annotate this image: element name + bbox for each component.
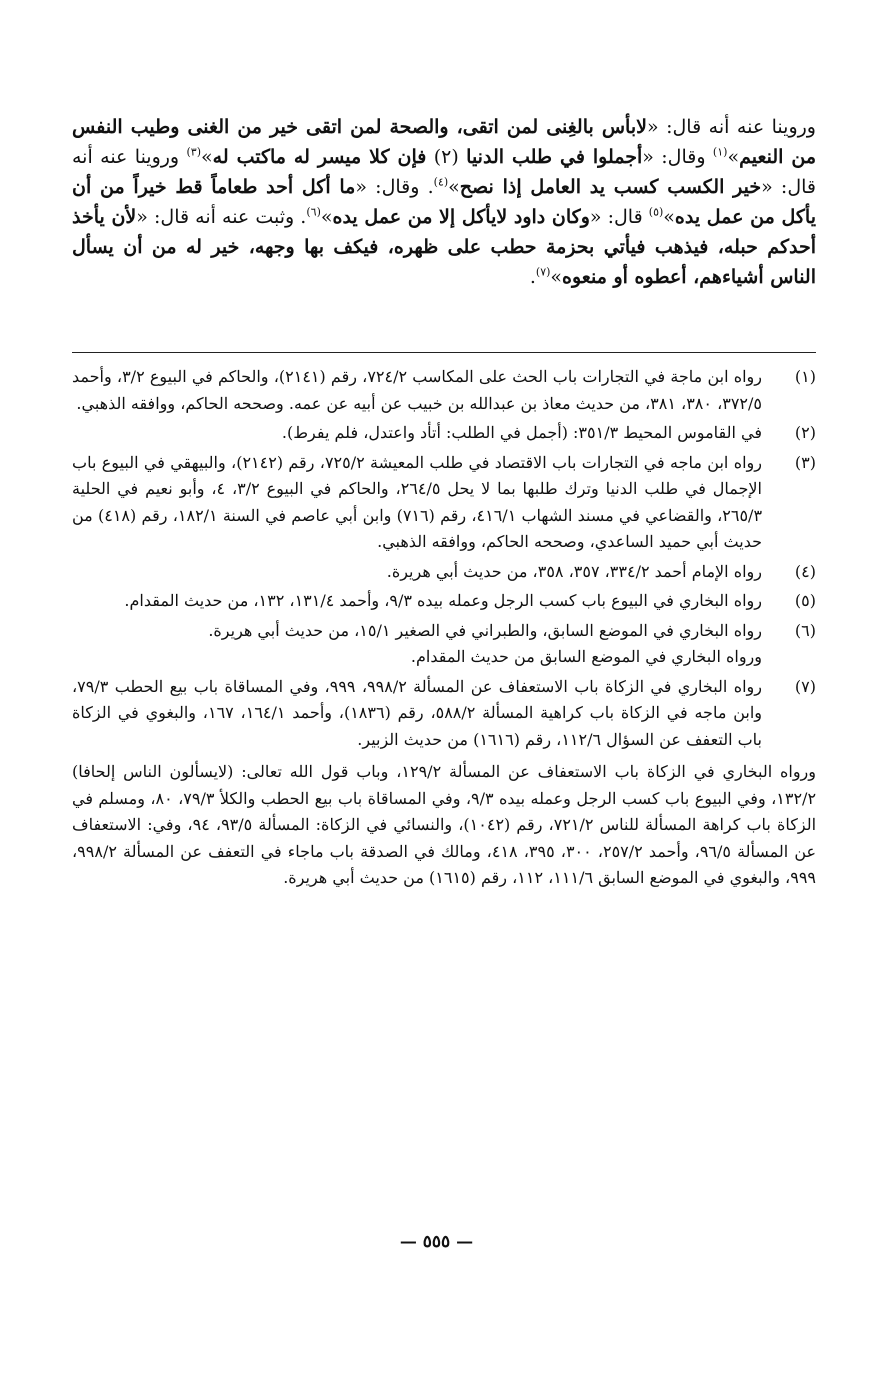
footnote-item (72, 618, 816, 671)
footnote-body (72, 588, 762, 615)
narration-text: قال: « (589, 206, 649, 228)
footnote-body (72, 364, 762, 417)
footnote-number: (٤) (794, 561, 816, 581)
hadith-quote: ما أكل أحد طعاماً قط خيراً من أن يأكل من عمل يده (72, 176, 816, 228)
footnote-item (72, 450, 816, 556)
footnote-number: (٧) (794, 676, 816, 696)
narration-text: وقال: « (642, 146, 713, 168)
footnote-ref: (٣) (186, 145, 202, 159)
footnote-body (72, 450, 762, 556)
footnote-number: (٥) (794, 591, 816, 610)
narration-text: » (201, 146, 213, 168)
narration-text: . وثبت عنه أنه قال: « (136, 206, 307, 228)
narration-text: » (727, 146, 740, 168)
footnote-item (72, 364, 816, 417)
footnote-extra: ورواه البخاري في الزكاة باب الاستعفاف عن المسألة ١٢٩/٢، وباب قول الله تعالى: (لايسألون الناس إلحافا) ١٣٢/٢، وفي البيوع باب كسب الرجل وعمله بيده ٩/٣، وفي المساقاة باب بيع الحطب والكلأ ٧٩/٣، ٨٠، ومسلم في الزكاة باب كراهة المسألة للناس ٧٢١/٢، رقم (١٠٤٢)، والنسائي في الزكاة: المسألة ٩٣/٥، ٩٤، وفي: الاستعفاف عن المسألة ٩٦/٥، وأحمد ٢٥٧/٢، ٣٠٠، ٣٩٥، ٤١٨، ومالك في الصدقة باب ماجاء في التعفف عن المسألة ٩٩٨/٢، ٩٩٩، والبغوي في الموضع السابق ١١١/٦، ١١٢، رقم (١٦١٥) من حديث أبي هريرة. (72, 762, 817, 887)
main-paragraph (72, 112, 816, 292)
footnote-number: (١) (794, 367, 816, 386)
footnote-item (72, 674, 816, 754)
footnote-text: ورواه البخاري في الموضع السابق من حديث المقدام. (410, 647, 762, 666)
narration-text: وروينا عنه أنه قال: « (646, 116, 816, 138)
footnote-ref: (٧) (535, 265, 551, 279)
narration-text: (٢) (426, 146, 467, 168)
footnote-text: رواه البخاري في البيوع باب كسب الرجل وعمله بيده ٩/٣، وأحمد ١٣١/٤، ١٣٢، من حديث المقدام. (124, 591, 762, 610)
footnotes (72, 364, 816, 892)
footnote-text: رواه ابن ماجه في التجارات باب الاقتصاد في طلب المعيشة ٧٢٥/٢، رقم (٢١٤٢)، والبيهقي في البيوع باب الإجمال في طلب الدنيا وترك طلبها بما لا يحل ٢٦٤/٥، والحاكم في البيوع ٣/٢، ٤، وأبو نعيم في الحلية ٢٦٥/٣، والقضاعي في مسند الشهاب ٤١٦/١، رقم (٧١٦) وابن أبي عاصم في السنة ١٨٢/١، رقم (٤١٨) من حديث أبي حميد الساعدي، وصححه الحاكم، ووافقه الذهبي. (72, 452, 763, 551)
page-number: — ٥٥٥ — (399, 1232, 474, 1252)
footnote-item (72, 559, 816, 586)
hadith-quote: لابأس بالغِنى لمن اتقى، والصحة لمن اتقى خير من الغنى وطيب النفس من النعيم (72, 116, 817, 168)
footnote-text: رواه الإمام أحمد ٣٣٤/٢، ٣٥٧، ٣٥٨، من حديث أبي هريرة. (386, 561, 762, 581)
hadith-quote: فإن كلا ميسر له ماكتب له (212, 146, 427, 168)
footnote-body (72, 420, 762, 447)
footnote-item (72, 420, 816, 447)
main-text (72, 112, 816, 292)
narration-text: » (663, 206, 675, 228)
footnote-ref: (٦) (306, 205, 321, 219)
footnote-item (72, 588, 816, 615)
footnote-text: رواه ابن ماجة في التجارات باب الحث على المكاسب ٧٢٤/٢، رقم (٢١٤١)، والحاكم في البيوع ٣/٢، وأحمد ٣٧٢/٥، ٣٨٠، ٣٨١، من حديث معاذ بن عبدالله بن خبيب عن أبيه عن عمه. وصححه الحاكم، ووافقه الذهبي. (72, 367, 762, 413)
footnote-text: في القاموس المحيط ٣٥١/٣: (أجمل في الطلب: أتأد واعتدل، فلم يفرط). (281, 423, 762, 442)
footnote-body (72, 618, 762, 671)
footnote-text: رواه البخاري في الموضع السابق، والطبراني في الصغير ١٥/١، من حديث أبي هريرة. (208, 620, 762, 640)
footnote-number: (٣) (794, 452, 816, 472)
narration-text: » (550, 266, 563, 288)
hadith-quote: أجملوا في طلب الدنيا (466, 146, 643, 168)
narration-text: » (448, 176, 460, 198)
footnote-ref: (٥) (648, 205, 664, 219)
footnote-divider (72, 352, 816, 353)
hadith-quote: وكان داود لايأكل إلا من عمل يده (332, 206, 590, 228)
footnote-ref: (٤) (433, 175, 449, 189)
footnote-number: (٢) (794, 423, 816, 442)
narration-text: . وقال: « (355, 176, 434, 198)
footnote-ref: (١) (712, 145, 728, 159)
footnote-body (72, 674, 762, 754)
footnote-body (72, 559, 762, 586)
footnote-list (72, 364, 816, 753)
narration-text: . (529, 266, 536, 288)
narration-text: وروينا عنه أنه قال: « (72, 146, 816, 198)
hadith-quote: خير الكسب كسب يد العامل إذا نصح (459, 176, 762, 198)
footnote-number: (٦) (794, 620, 816, 640)
hadith-quote: لأن يأخذ أحدكم حبله، فيذهب فيأتي بحزمة حطب على ظهره، فيكف بها وجهه، خير له من أن يسأل الناس أشياءهم، أعطوه أو منعوه (72, 206, 816, 288)
footnote-text: رواه البخاري في الزكاة باب الاستعفاف عن المسألة ٩٩٨/٢، ٩٩٩، وفي المساقاة باب بيع الحطب ٧٩/٣، وابن ماجه في الزكاة باب كراهية المسألة ٥٨٨/٢، رقم (١٨٣٦)، وأحمد ١٦٤/١، ١٦٧، والبغوي في الزكاة باب التعفف عن السؤال ١١٢/٦، رقم (١٦١٦) من حديث الزبير. (72, 676, 763, 749)
narration-text: » (320, 206, 333, 228)
